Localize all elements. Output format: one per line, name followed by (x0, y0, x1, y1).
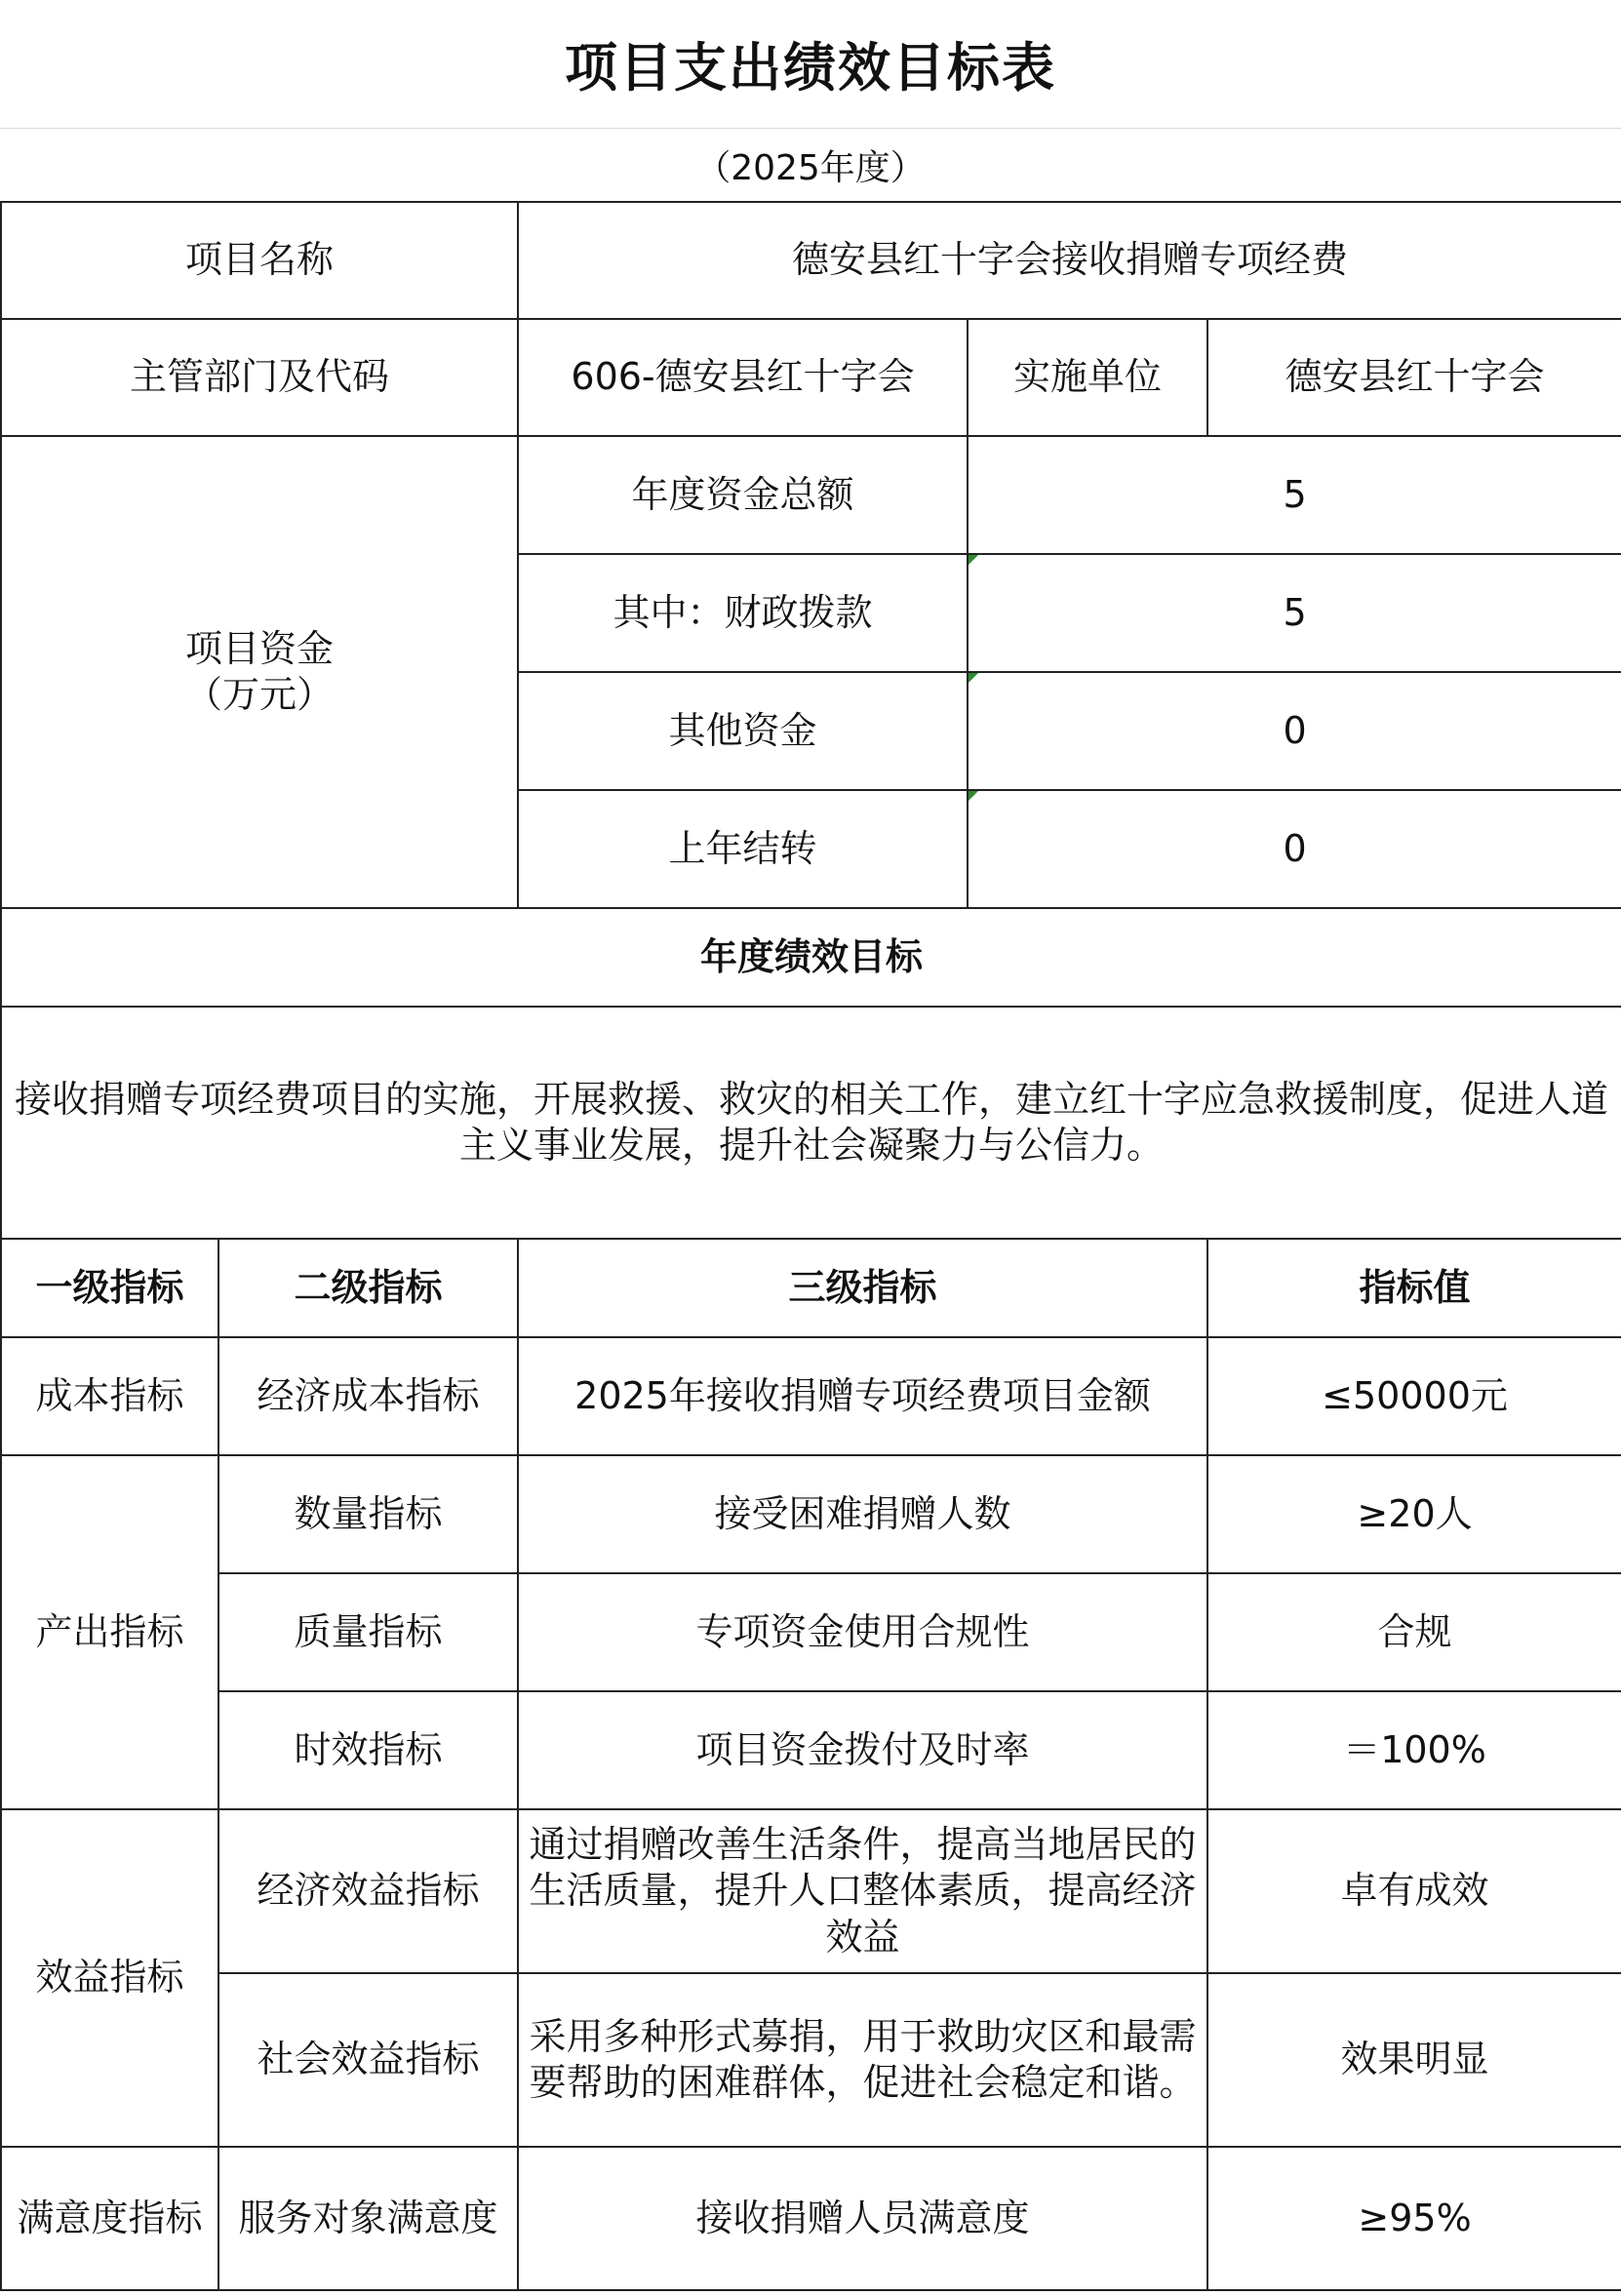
level2-indicator: 时效指标 (218, 1691, 518, 1809)
indicator-row (1, 1455, 1621, 1573)
column-header-level2: 二级指标 (218, 1239, 518, 1337)
annual-goal-row (1, 1007, 1621, 1239)
level1-indicator: 满意度指标 (1, 2147, 218, 2290)
fund-value: 0 (968, 672, 1621, 790)
indicator-value: ≥20人 (1207, 1455, 1621, 1573)
indicator-value: ≥95% (1207, 2147, 1621, 2290)
level2-indicator: 社会效益指标 (218, 1973, 518, 2147)
fiscal-year: （2025年度） (695, 147, 926, 188)
department-row (1, 319, 1621, 436)
department-label: 主管部门及代码 (1, 319, 518, 436)
fund-row (1, 436, 1621, 554)
fund-value: 5 (968, 436, 1621, 554)
indicator-value: 卓有成效 (1207, 1809, 1621, 1973)
column-header-level1: 一级指标 (1, 1239, 218, 1337)
level1-indicator: 产出指标 (1, 1455, 218, 1809)
fund-label: 其他资金 (518, 672, 968, 790)
level2-indicator: 质量指标 (218, 1573, 518, 1691)
level3-indicator: 通过捐赠改善生活条件，提高当地居民的生活质量，提升人口整体素质，提高经济效益 (518, 1809, 1207, 1973)
level3-indicator: 2025年接收捐赠专项经费项目金额 (518, 1337, 1207, 1455)
column-header-level3: 三级指标 (518, 1239, 1207, 1337)
level2-indicator: 经济成本指标 (218, 1337, 518, 1455)
level3-indicator: 接收捐赠人员满意度 (518, 2147, 1207, 2290)
indicator-value: 效果明显 (1207, 1973, 1621, 2147)
indicator-row (1, 2147, 1621, 2290)
fund-value: 0 (968, 790, 1621, 908)
implementing-unit-value: 德安县红十字会 (1207, 319, 1621, 436)
project-name-value: 德安县红十字会接收捐赠专项经费 (518, 202, 1621, 319)
indicator-header-row (1, 1239, 1621, 1337)
indicator-row (1, 1337, 1621, 1455)
level2-indicator: 数量指标 (218, 1455, 518, 1573)
page-title: 项目支出绩效目标表 (0, 0, 1621, 129)
annual-goal-text: 接收捐赠专项经费项目的实施，开展救援、救灾的相关工作，建立红十字应急救援制度，促进人道主义事业发展，提升社会凝聚力与公信力。 (1, 1007, 1621, 1239)
project-name-row (1, 202, 1621, 319)
level3-indicator: 采用多种形式募捐，用于救助灾区和最需要帮助的困难群体，促进社会稳定和谐。 (518, 1973, 1207, 2147)
indicator-value: ＝100% (1207, 1691, 1621, 1809)
project-name-label: 项目名称 (1, 202, 518, 319)
indicator-value: ≤50000元 (1207, 1337, 1621, 1455)
project-fund-label: 项目资金 （万元） (1, 436, 518, 908)
fund-label: 上年结转 (518, 790, 968, 908)
level2-indicator: 服务对象满意度 (218, 2147, 518, 2290)
implementing-unit-label: 实施单位 (968, 319, 1207, 436)
level3-indicator: 项目资金拨付及时率 (518, 1691, 1207, 1809)
fund-value: 5 (968, 554, 1621, 672)
department-value: 606-德安县红十字会 (518, 319, 968, 436)
level3-indicator: 接受困难捐赠人数 (518, 1455, 1207, 1573)
indicator-row (1, 1573, 1621, 1691)
performance-table (0, 201, 1621, 2291)
indicator-row (1, 1809, 1621, 1973)
indicator-row (1, 1691, 1621, 1809)
indicator-row (1, 1973, 1621, 2147)
level3-indicator: 专项资金使用合规性 (518, 1573, 1207, 1691)
level2-indicator: 经济效益指标 (218, 1809, 518, 1973)
level1-indicator: 效益指标 (1, 1809, 218, 2147)
level1-indicator: 成本指标 (1, 1337, 218, 1455)
fund-label: 年度资金总额 (518, 436, 968, 554)
annual-goal-heading-row (1, 908, 1621, 1007)
column-header-value: 指标值 (1207, 1239, 1621, 1337)
indicator-value: 合规 (1207, 1573, 1621, 1691)
fund-label: 其中：财政拨款 (518, 554, 968, 672)
annual-goal-heading: 年度绩效目标 (1, 908, 1621, 1007)
